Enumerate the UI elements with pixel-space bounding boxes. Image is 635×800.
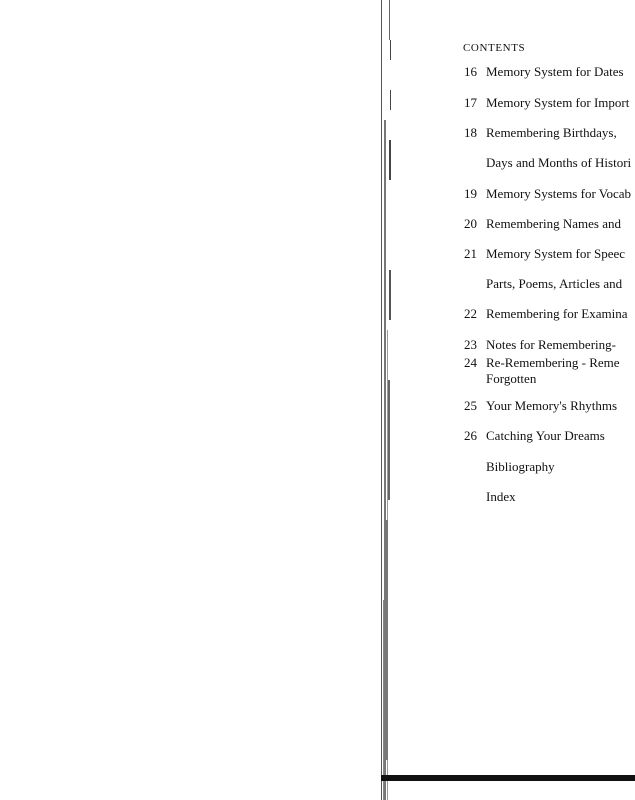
- toc-entry-title: Memory Systems for Vocab: [486, 186, 632, 201]
- toc-entry-number: 20: [464, 216, 477, 231]
- toc-entry: [464, 125, 617, 141]
- toc-entry: [464, 186, 631, 202]
- toc-entry: [464, 337, 616, 353]
- toc-entry-title: Remembering Names and: [486, 216, 622, 231]
- toc-entry-title: Bibliography: [486, 459, 555, 474]
- toc-entry-title: Memory System for Import: [486, 95, 630, 110]
- toc-entry-title: Memory System for Speec: [486, 246, 626, 261]
- toc-entry-title: Your Memory's Rhythms: [486, 398, 618, 413]
- toc-entry-title: Catching Your Dreams: [486, 428, 605, 443]
- toc-entry-continuation: [486, 155, 631, 171]
- toc-entry-title: Memory System for Dates: [486, 64, 624, 79]
- toc-entry-title: Remembering for Examina: [486, 306, 628, 321]
- toc-entry-number: 17: [464, 95, 477, 110]
- toc-entry: [464, 246, 625, 262]
- toc-entry-number: 21: [464, 246, 477, 261]
- toc-entry: [464, 216, 621, 232]
- toc-entry: [464, 64, 624, 80]
- toc-entry-number: 19: [464, 186, 477, 201]
- toc-entry-number: 18: [464, 125, 477, 140]
- toc-entry-continuation: [486, 276, 622, 292]
- toc-entry-number: 25: [464, 398, 477, 413]
- toc-entry-number: 24: [464, 355, 477, 370]
- toc-entry: [464, 428, 605, 444]
- toc-entry: [464, 306, 628, 322]
- toc-entry: [464, 95, 629, 111]
- toc-entry-number: 16: [464, 64, 477, 79]
- toc-entry-title: Days and Months of Histori: [486, 155, 632, 170]
- toc-entry-title: Remembering Birthdays,: [486, 125, 617, 140]
- toc-entry-title: Parts, Poems, Articles and: [486, 276, 623, 291]
- toc-entry-bibliography: [486, 459, 555, 475]
- toc-entry-number: 22: [464, 306, 477, 321]
- contents-heading: CONTENTS: [463, 42, 526, 54]
- toc-entry: [464, 355, 620, 371]
- toc-entry-title: Notes for Remembering-: [486, 337, 616, 352]
- toc-entry-title: Re-Remembering - Reme: [486, 355, 620, 370]
- toc-entry-index: [486, 489, 516, 505]
- toc-entry-title: Index: [486, 489, 516, 504]
- toc-entry-continuation: [486, 371, 536, 387]
- toc-entry-number: 26: [464, 428, 477, 443]
- page-bottom-edge: [381, 775, 635, 781]
- toc-entry-title: Forgotten: [486, 371, 537, 386]
- toc-entry-number: 23: [464, 337, 477, 352]
- page-binding-edge: [380, 0, 396, 800]
- toc-entry: [464, 398, 617, 414]
